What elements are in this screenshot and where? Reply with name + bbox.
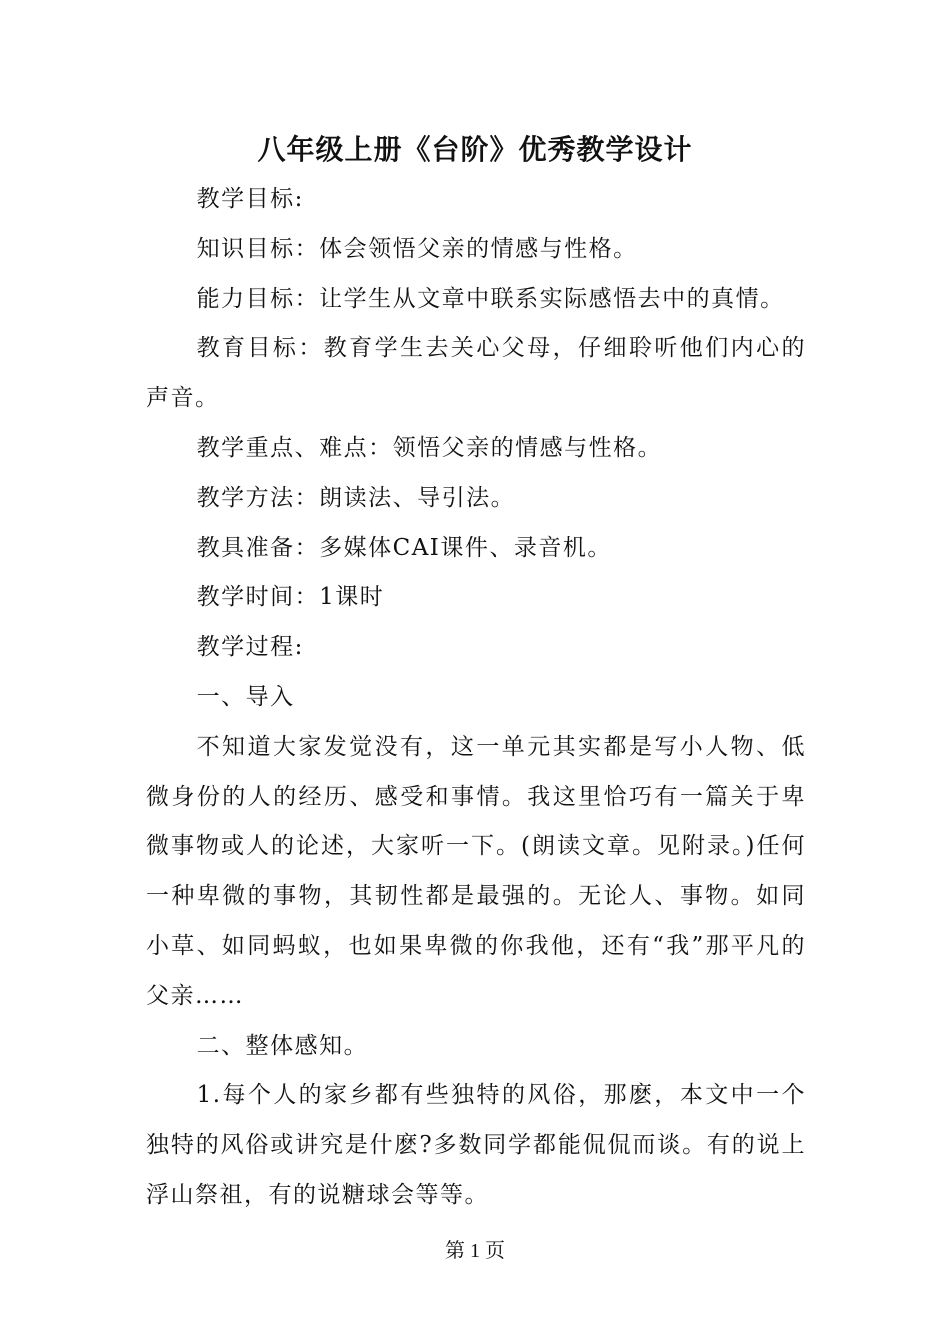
page-number: 第 1 页 [445,1240,505,1262]
document-title: 八年级上册《台阶》优秀教学设计 [257,133,693,166]
paragraph-question-1: 1.每个人的家乡都有些独特的风俗，那麽，本文中一个独特的风俗或讲究是什麽?多数同学都能侃侃而谈。有的说上浮山祭祖，有的说糖球会等等。 [146,1082,806,1208]
paragraph-teaching-time: 教学时间：1课时 [196,584,385,611]
paragraph-knowledge-goal: 知识目标：体会领悟父亲的情感与性格。 [196,235,638,262]
paragraph-introduction: 不知道大家发觉没有，这一单元其实都是写小人物、低微身份的人的经历、感受和事情。我这里恰巧有一篇关于卑微事物或人的论述，大家听一下。(朗读文章。见附录。)任何一种卑微的事物，其韧性都是最强的。无论人、事物。如同小草、如同蚂蚁，也如果卑微的你我他，还有“我”那平凡的父亲…… [146,733,806,1009]
paragraph-education-goal: 教育目标：教育学生去关心父母，仔细聆听他们内心的声音。 [146,335,806,412]
section-heading-overall-perception: 二、整体感知。 [196,1032,369,1059]
paragraph-teaching-goals: 教学目标: [196,186,304,212]
paragraph-key-points: 教学重点、难点：领悟父亲的情感与性格。 [196,434,663,461]
document-body [146,175,806,1221]
paragraph-ability-goal: 能力目标：让学生从文章中联系实际感悟去中的真情。 [196,285,785,312]
paragraph-teaching-tools: 教具准备：多媒体CAI课件、录音机。 [196,534,612,561]
paragraph-teaching-process: 教学过程: [196,634,304,661]
section-heading-introduction: 一、导入 [196,683,295,710]
paragraph-teaching-methods: 教学方法：朗读法、导引法。 [196,484,516,511]
